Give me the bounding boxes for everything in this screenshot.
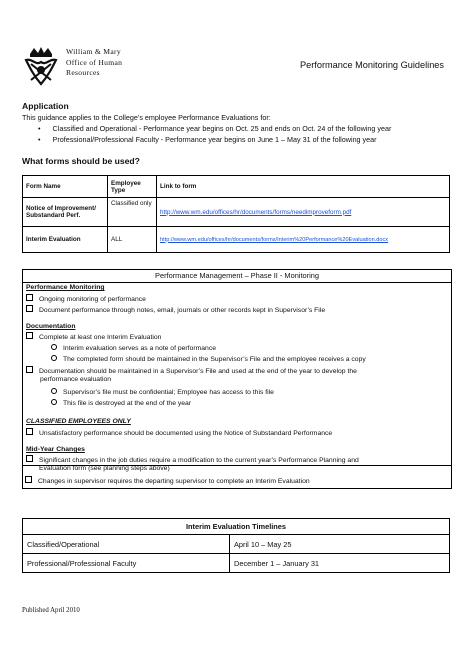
item-text: Significant changes in the job duties require a modification to the current year’s Performance Planning and [39, 457, 359, 464]
org-line: William & Mary [66, 47, 121, 56]
checkbox-item [26, 366, 357, 377]
table-row [23, 198, 450, 227]
employee-type: ALL [108, 227, 157, 253]
circle-bullet-icon [51, 399, 57, 405]
section-heading: Mid-Year Changes [26, 446, 85, 453]
forms-heading: What forms should be used? [22, 156, 140, 166]
checkbox-item [26, 294, 146, 305]
checkbox-item [26, 455, 359, 466]
timelines-title-row [23, 519, 450, 535]
item-text: Changes in supervisor requires the departing supervisor to complete an Interim Evaluation [38, 478, 310, 485]
date-range: April 10 – May 25 [230, 535, 450, 554]
form-link[interactable]: http://www.wm.edu/offices/hr/documents/forms/Interim%20Performance%20Evaluation.docx [160, 236, 389, 243]
box-right-border [451, 464, 452, 488]
sub-item [51, 399, 191, 409]
bullet-item: • Professional/Professional Faculty - Performance year begins on June 1 – May 31 of the following year [38, 135, 377, 144]
table-row [23, 535, 450, 554]
forms-table [22, 175, 450, 253]
employee-group: Professional/Professional Faculty [23, 554, 230, 573]
column-header: Employee Type [108, 176, 157, 198]
sub-item [51, 344, 216, 354]
table-header-row [23, 176, 450, 198]
org-line: Resources [66, 68, 100, 77]
application-heading: Application [22, 101, 69, 111]
item-text: Complete at least one Interim Evaluation [39, 334, 162, 341]
section-heading: Performance Monitoring [26, 284, 105, 291]
form-name: Interim Evaluation [23, 227, 108, 253]
employee-group: Classified/Operational [23, 535, 230, 554]
sub-item [51, 388, 274, 398]
item-text: Unsatisfactory performance should be documented using the Notice of Substandard Performance [39, 430, 333, 437]
bullet-text: Professional/Professional Faculty - Performance year begins on June 1 – May 31 of the following year [52, 135, 377, 144]
checkbox-icon [26, 428, 33, 435]
circle-bullet-icon [51, 355, 57, 361]
table-row [23, 554, 450, 573]
monitoring-box [22, 269, 452, 466]
form-link[interactable]: http://www.wm.edu/offices/hr/documents/forms/needimproveform.pdf [160, 208, 352, 216]
box-left-border [22, 464, 23, 488]
circle-bullet-icon [51, 388, 57, 394]
column-header: Form Name [23, 176, 108, 198]
checkbox-icon [26, 294, 33, 301]
crest-logo-icon [22, 46, 60, 86]
org-name [66, 47, 122, 79]
checkbox-item [26, 428, 332, 439]
checkbox-item [25, 476, 310, 487]
sub-item [51, 355, 366, 365]
checkbox-icon [25, 476, 32, 483]
document-title: Performance Monitoring Guidelines [300, 60, 445, 70]
form-name: Notice of Improvement/ Substandard Perf. [23, 198, 108, 227]
employee-type: Classified only [108, 198, 157, 227]
circle-bullet-icon [51, 344, 57, 350]
item-text: Interim evaluation serves as a note of performance [63, 345, 217, 352]
published-date: Published April 2010 [22, 607, 80, 614]
timelines-title: Interim Evaluation Timelines [23, 519, 450, 535]
continuation-text: performance evaluation [40, 376, 112, 383]
item-text: Ongoing monitoring of performance [39, 296, 146, 303]
checkbox-item [26, 305, 325, 316]
table-row [23, 227, 450, 253]
checkbox-icon [26, 332, 33, 339]
section-heading: Documentation [26, 323, 76, 330]
checkbox-icon [26, 366, 33, 373]
continuation-text: Evaluation form (see planning steps above) [39, 465, 170, 472]
item-text: Document performance through notes, email, journals or other records kept in Supervisor’s File [39, 307, 326, 314]
checkbox-item [26, 332, 161, 343]
box-bottom-border [22, 488, 452, 489]
section-heading: CLASSIFIED EMPLOYEES ONLY [26, 418, 131, 425]
monitoring-title: Performance Management – Phase II - Monitoring [23, 270, 451, 283]
bullet-item: • Classified and Operational - Performance year begins on Oct. 25 and ends on Oct. 24 of the following year [38, 124, 392, 133]
bullet-text: Classified and Operational - Performance year begins on Oct. 25 and ends on Oct. 24 of the following year [52, 124, 392, 133]
application-intro: This guidance applies to the College’s employee Performance Evaluations for: [22, 113, 271, 122]
column-header: Link to form [157, 176, 450, 198]
item-text: Supervisor’s file must be confidential; Employee has access to this file [63, 389, 274, 396]
date-range: December 1 – January 31 [230, 554, 450, 573]
item-text: This file is destroyed at the end of the year [63, 400, 192, 407]
item-text: Documentation should be maintained in a Supervisor’s File and used at the end of the year to develop the [39, 368, 357, 375]
item-text: The completed form should be maintained in the Supervisor’s File and the employee receives a copy [63, 356, 366, 363]
checkbox-icon [26, 455, 33, 462]
timelines-table [22, 518, 450, 573]
checkbox-icon [26, 305, 33, 312]
org-line: Office of Human [66, 57, 123, 67]
